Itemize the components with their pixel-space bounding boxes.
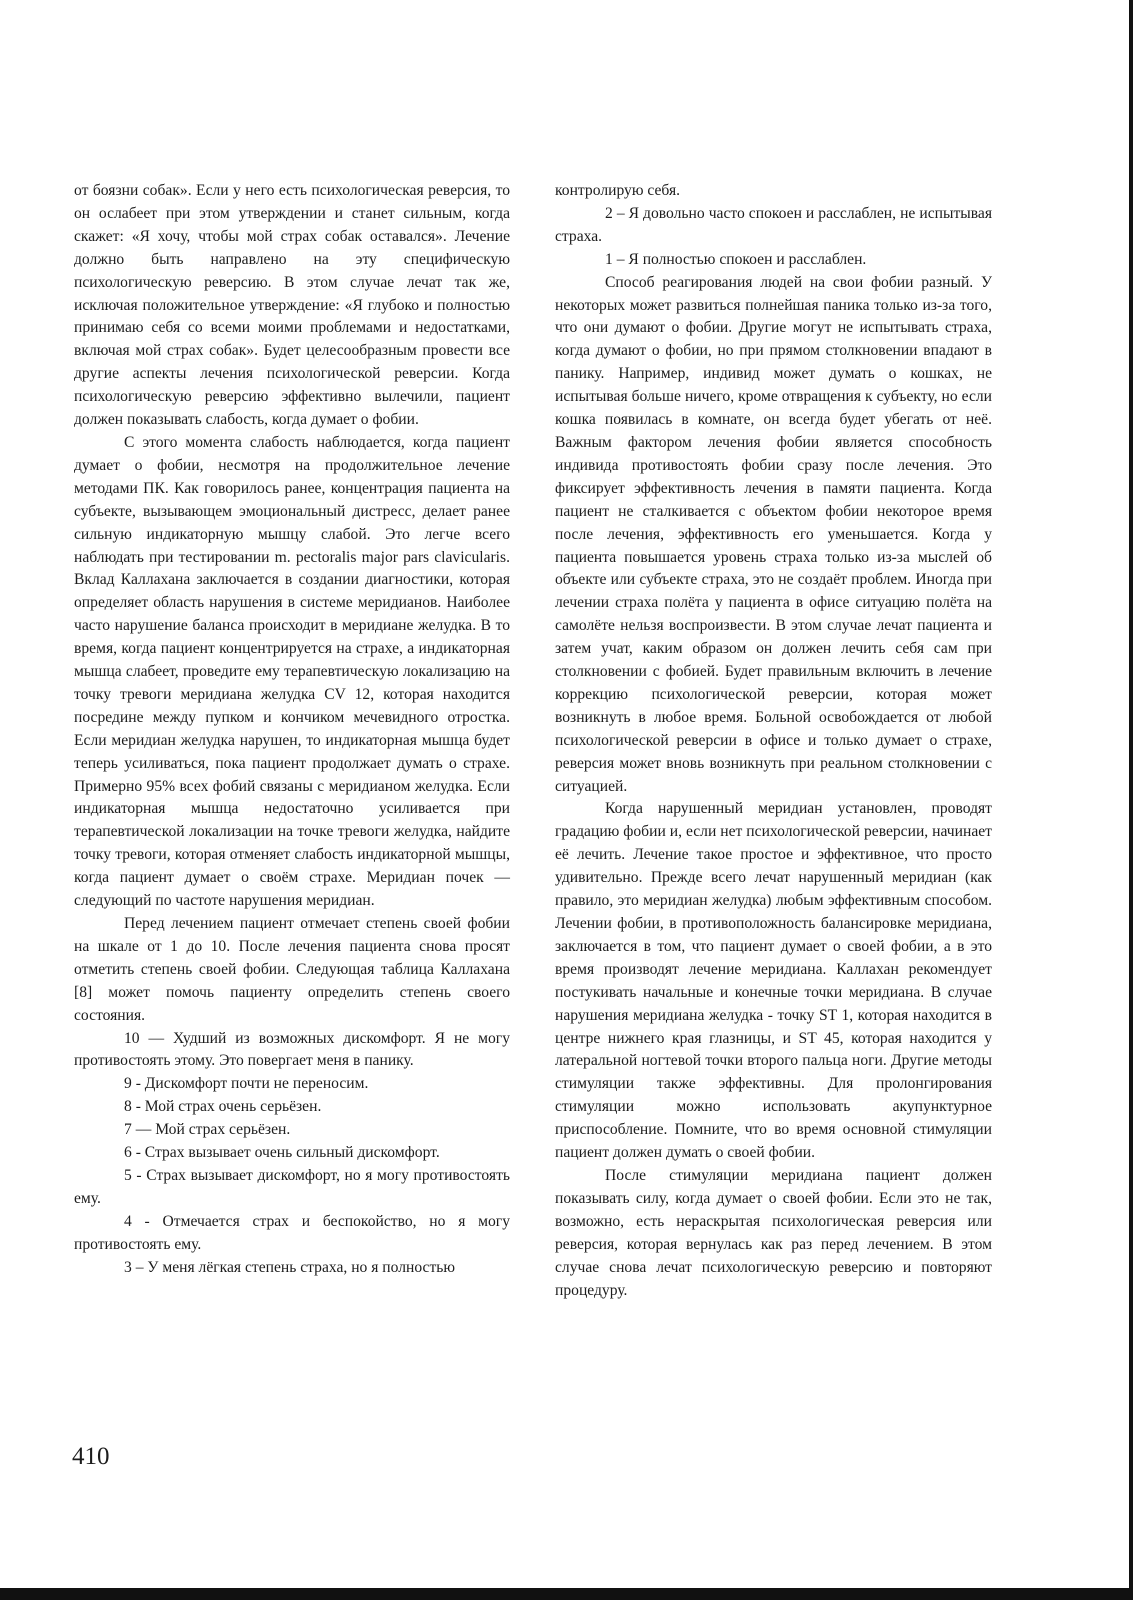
- scale-item-3-continued: контролирую себя.: [555, 182, 681, 199]
- scale-item-7: 7 — Мой страх серьёзен.: [124, 1121, 291, 1139]
- scan-edge-bottom: [0, 1588, 1133, 1600]
- left-column: [74, 180, 510, 1280]
- scale-item-8: 8 - Мой страх очень серьёзен.: [124, 1098, 322, 1116]
- paragraph-continued: от боязни собак». Если у него есть психологическая реверсия, то он ослабеет при этом утверждении и станет сильным, когда скажет: «Я хочу, чтобы мой страх собак оставался». Лечение должно быть направлено на эту специфическую психологическую реверсию. В этом случае лечат так же, исключая положительное утверждение: «Я глубоко и полностью принимаю себя со всеми моими проблемами и недостатками, включая мой страх собак». Будет целесообразным провести все другие аспекты лечения психологической реверсии. Когда психологическую реверсию эффективно вылечили, пациент должен показывать слабость, когда думает о фобии.: [74, 182, 510, 429]
- paragraph-weakness-diagnosis: С этого момента слабость наблюдается, когда пациент думает о фобии, несмотря на продолжительное лечение методами ПК. Как говорилось ранее, концентрация пациента на субъекте, вызывающем эмоциональный дистресс, делает ранее сильную индикаторную мышцу слабой. Это легче всего наблюдать при тестировании m. pectoralis major pars clavicularis. Вклад Каллахана заключается в создании диагностики, которая определяет область нарушения в системе меридианов. Наиболее часто нарушение баланса происходит в меридиане желудка. В то время, когда пациент концентрируется на страхе, а индикаторная мышца слабеет, проведите ему терапевтическую локализацию на точку тревоги меридиана желудка CV 12, которая находится посредине между пупком и кончиком мечевидного отростка. Если меридиан желудка нарушен, то индикаторная мышца будет теперь усиливаться, пока пациент продолжает думать о страхе. Примерно 95% всех фобий связаны с меридианом желудка. Если индикаторная мышца недостаточно усиливается при терапевтической локализации на точке тревоги желудка, найдите точку тревоги, которая отменяет слабость индикаторной мышцы, когда пациент думает о своём страхе. Меридиан почек — следующий по частоте нарушения меридиан.: [74, 433, 510, 910]
- scan-edge-right: [1129, 0, 1133, 1600]
- paragraph-meridian-treatment: Когда нарушенный меридиан установлен, проводят градацию фобии и, если нет психологической реверсии, начинает её лечить. Лечение такое простое и эффективное, что просто удивительно. Прежде всего лечат нарушенный меридиан (как правило, это меридиан желудка) любым эффективным способом. Лечении фобии, в противоположность балансировке меридиана, заключается в том, что пациент думает о своей фобии, а в это время производят лечение меридиана. Каллахан рекомендует постукивать начальные и конечные точки меридиана. В случае нарушения меридиана желудка - точку ST 1, которая находится в центре нижнего края глазницы, и ST 45, которая находится у латеральной ногтевой точки второго пальца ноги. Другие методы стимуляции также эффективны. Для пролонгирования стимуляции можно использовать акупунктурное приспособление. Помните, что во время основной стимуляции пациент должен думать о своей фобии.: [555, 800, 992, 1162]
- paragraph-reaction-to-phobia: Способ реагирования людей на свои фобии разный. У некоторых может развиться полнейшая паника только из-за того, что они думают о фобии. Другие могут не испытывать страха, когда думают о фобии, но при прямом столкновении впадают в панику. Например, индивид может думать о кошках, не испытывая больше ничего, кроме отвращения к субъекту, но если кошка появилась в комнате, он всегда будет убегать от неё. Важным фактором лечения фобии является способность индивида противостоять фобии сразу после лечения. Это фиксирует эффективность лечения в памяти пациента. Когда пациент не сталкивается с объектом фобии некоторое время после лечения, эффективность его уменьшается. Когда у пациента повышается уровень страха только из-за мыслей об объекте или субъекте страха, это не создаёт проблем. Иногда при лечении страха полёта у пациента в офисе ситуацию полёта на самолёте нельзя воспроизвести. В этом случае лечат пациента и затем учат, каким образом он должен лечить себя сам при столкновении с фобией. Будет правильным включить в лечение коррекцию психологической реверсии, которая может возникнуть в любое время. Больной освобождается от любой психологической реверсии в офисе и только думает о страхе, реверсия может вновь возникнуть при реальном столкновении с ситуацией.: [555, 273, 992, 795]
- scale-item-9: 9 - Дискомфорт почти не переносим.: [124, 1075, 369, 1093]
- scale-item-10: 10 — Худший из возможных дискомфорт. Я не могу противостоять этому. Это повергает меня в панику.: [74, 1029, 510, 1070]
- paragraph-after-stimulation: После стимуляции меридиана пациент должен показывать силу, когда думает о своей фобии. Если это не так, возможно, есть нераскрытая психологическая реверсия или реверсия, которая вернулась как раз перед лечением. В этом случае снова лечат психологическую реверсию и повторяют процедуру.: [555, 1166, 992, 1299]
- paragraph-phobia-scale-intro: Перед лечением пациент отмечает степень своей фобии на шкале от 1 до 10. После лечения пациента снова просят отметить степень своей фобии. Следующая таблица Каллахана [8] может помочь пациенту определить степень своего состояния.: [74, 915, 510, 1024]
- right-column: [555, 180, 992, 1302]
- page-number: 410: [72, 1443, 110, 1470]
- scale-item-4: 4 - Отмечается страх и беспокойство, но я могу противостоять ему.: [74, 1212, 510, 1253]
- scale-item-2: 2 – Я довольно часто спокоен и расслаблен, не испытывая страха.: [555, 204, 992, 245]
- scale-item-1: 1 – Я полностью спокоен и расслаблен.: [605, 250, 867, 268]
- scale-item-3: 3 – У меня лёгкая степень страха, но я полностью: [124, 1258, 456, 1276]
- scale-item-6: 6 - Страх вызывает очень сильный дискомфорт.: [124, 1144, 440, 1162]
- scale-item-5: 5 - Страх вызывает дискомфорт, но я могу противостоять ему.: [74, 1166, 510, 1207]
